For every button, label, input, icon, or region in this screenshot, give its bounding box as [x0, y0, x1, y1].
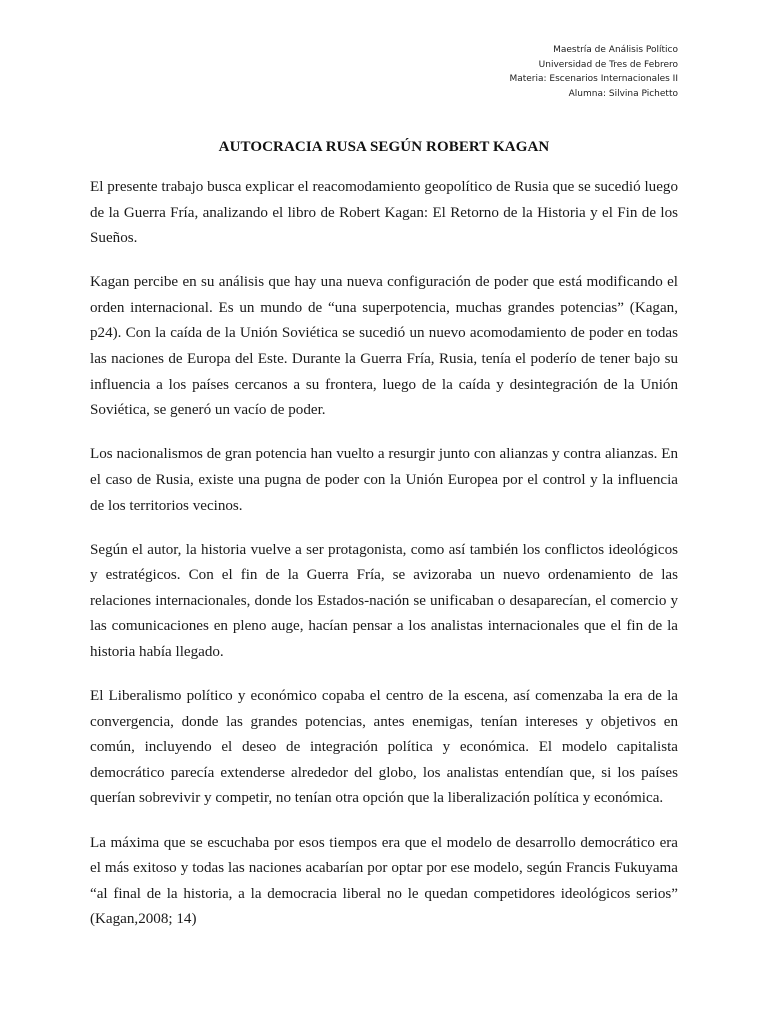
document-body: [90, 175, 678, 951]
document-title: AUTOCRACIA RUSA SEGÚN ROBERT KAGAN: [218, 139, 550, 155]
paragraph-2: Kagan percibe en su análisis que hay una nueva configuración de poder que está modificando el orden internacional. Es un mundo de “una superpotencia, muchas grandes potencias” (Kagan, p24). Con la caída de la Unión Soviética se sucedió un nuevo acomodamiento de poder en todas las naciones de Europa del Este. Durante la Guerra Fría, Rusia, tenía el poderío de tener bajo su influencia a los países cercanos a su frontera, luego de la caída y desintegración de la Unión Soviética, se generó un vacío de poder.: [90, 274, 678, 419]
document-header: [509, 43, 678, 101]
paragraph-3: Los nacionalismos de gran potencia han vuelto a resurgir junto con alianzas y contra alianzas. En el caso de Rusia, existe una pugna de poder con la Unión Europea por el control y la influencia de los territorios vecinos.: [90, 446, 678, 514]
paragraph-1: El presente trabajo busca explicar el reacomodamiento geopolítico de Rusia que se sucedió luego de la Guerra Fría, analizando el libro de Robert Kagan: El Retorno de la Historia y el Fin de los Sueños.: [90, 179, 678, 247]
paragraph-5: El Liberalismo político y económico copaba el centro de la escena, así comenzaba la era de la convergencia, donde las grandes potencias, antes enemigas, tenían intereses y objetivos en común, incluyendo el deseo de integración política y económica. El modelo capitalista democrático parecía extenderse alrededor del globo, los analistas entendían que, si los países querían sobrevivir y competir, no tenían otra opción que la liberalización política y económica.: [90, 688, 678, 807]
header-student: Alumna: Silvina Pichetto: [568, 88, 678, 99]
paragraph-4: Según el autor, la historia vuelve a ser protagonista, como así también los conflictos ideológicos y estratégicos. Con el fin de la Guerra Fría, se avizoraba un nuevo ordenamiento de las relaciones internacionales, donde los Estados-nación se unificaban o desaparecían, el comercio y las comunicaciones en pleno auge, hacían pensar a los analistas internacionales que el fin de la historia había llegado.: [90, 541, 678, 660]
header-subject: Materia: Escenarios Internacionales II: [509, 74, 678, 84]
header-program: Maestría de Análisis Político: [553, 45, 678, 55]
paragraph-6: La máxima que se escuchaba por esos tiempos era que el modelo de desarrollo democrático era el más exitoso y todas las naciones acabarían por optar por ese modelo, según Francis Fukuyama “al final de la historia, a la democracia liberal no le quedan competidores ideológicos serios” (Kagan,2008; 14): [90, 834, 678, 928]
header-university: Universidad de Tres de Febrero: [538, 59, 678, 70]
